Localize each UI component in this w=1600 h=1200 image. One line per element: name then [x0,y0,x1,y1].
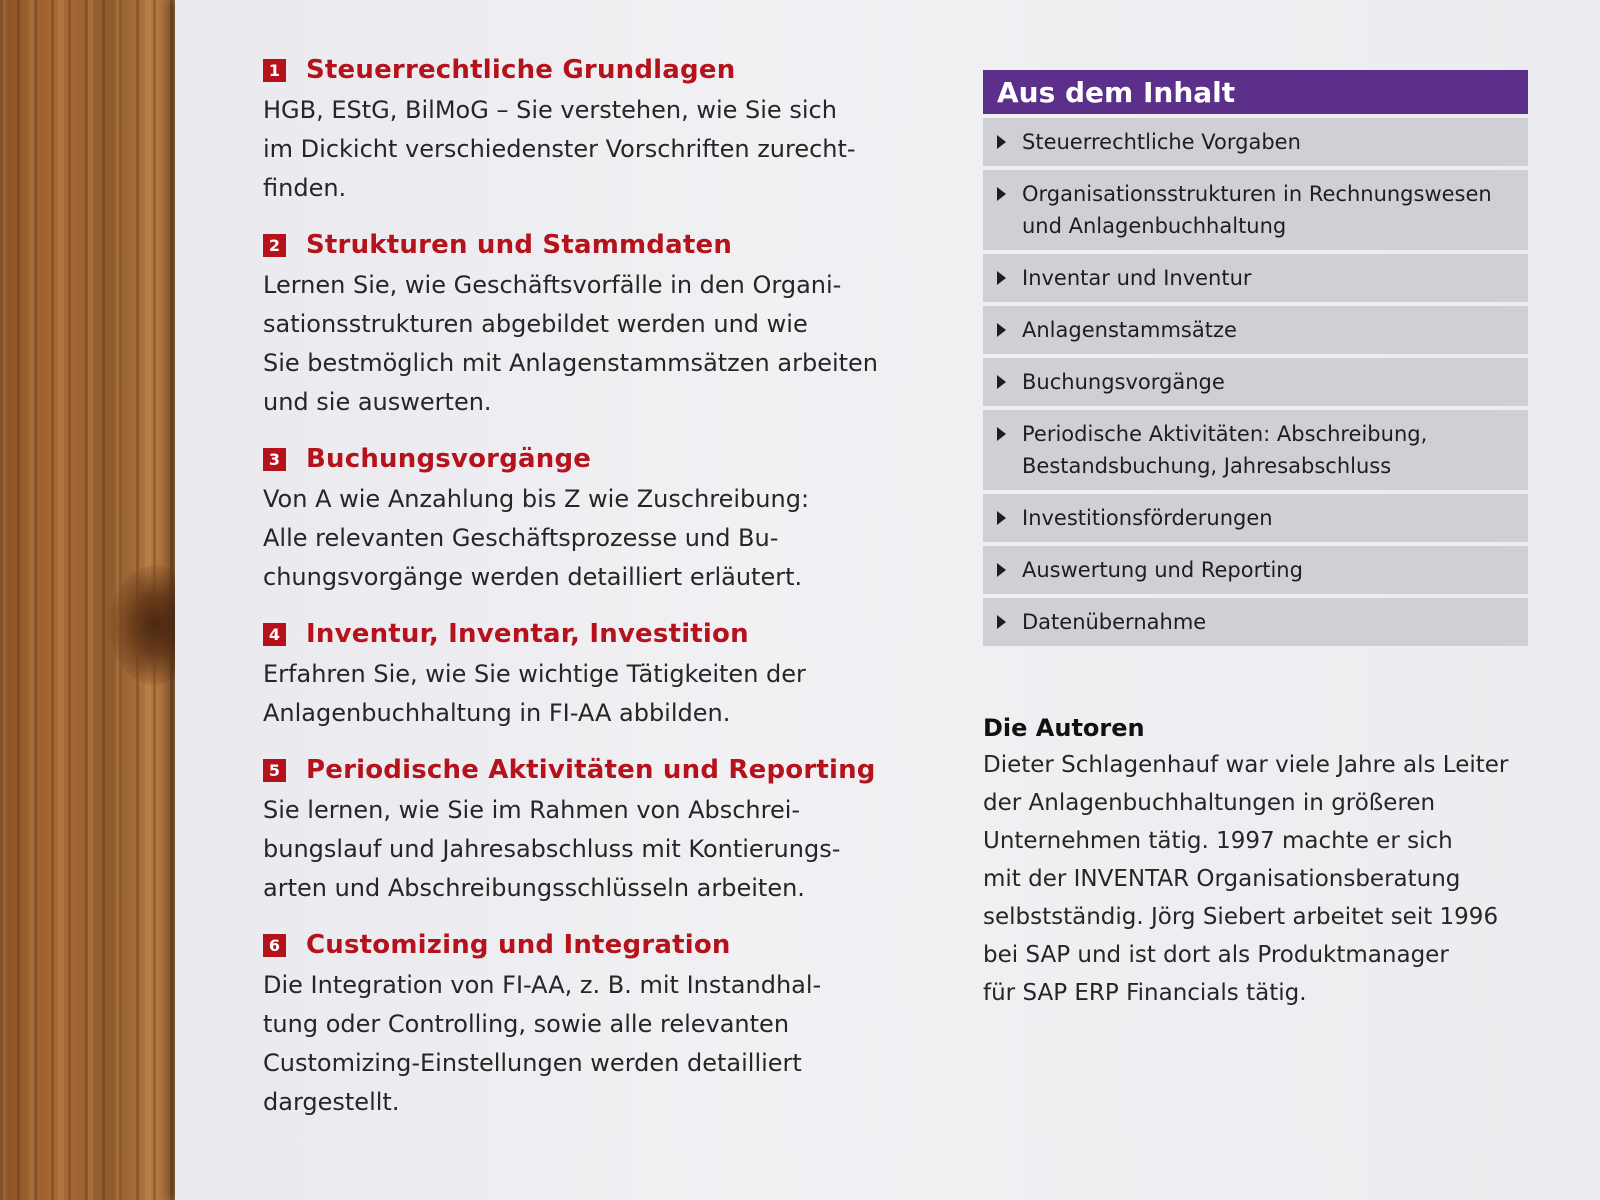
toc-item [983,254,1528,302]
section-text: Sie lernen, wie Sie im Rahmen von Abschrei- bungslauf und Jahresabschluss mit Kontierungs- arten und Abschreibungsschlüsseln arbeiten. [263,796,841,902]
triangle-right-icon [997,135,1006,149]
triangle-right-icon [997,615,1006,629]
toc-item [983,118,1528,166]
section-number-badge: 2 [263,234,286,257]
triangle-right-icon [997,511,1006,525]
triangle-right-icon [997,563,1006,577]
section-text: Die Integration von FI-AA, z. B. mit Instandhal- tung oder Controlling, sowie alle relevanten Customizing-Einstellungen werden detailliert dargestellt. [263,971,822,1116]
triangle-right-icon [997,187,1006,201]
section-1 [263,55,913,208]
section-3 [263,444,913,597]
toc-item-label: Organisationsstrukturen in Rechnungswesen und Anlagenbuchhaltung [1022,182,1492,238]
section-4 [263,619,913,733]
triangle-right-icon [997,271,1006,285]
section-title: Inventur, Inventar, Investition [306,619,749,649]
toc-item [983,410,1528,490]
authors-text: Dieter Schlagenhauf war viele Jahre als Leiter der Anlagenbuchhaltungen in größeren Unternehmen tätig. 1997 machte er sich mit der INVENTAR Organisationsberatung selbstständig. Jörg Siebert arbeitet seit 1996 bei SAP und ist dort als Produktmanager für SAP ERP Financials tätig. [983,752,1509,1006]
chapter-overview [263,55,913,1144]
triangle-right-icon [997,375,1006,389]
book-back-cover [175,0,1600,1200]
triangle-right-icon [997,323,1006,337]
toc-item-label: Buchungsvorgänge [1022,370,1225,394]
toc-item-label: Datenübernahme [1022,610,1207,634]
toc-item [983,358,1528,406]
toc-item-label: Auswertung und Reporting [1022,558,1303,582]
section-number-badge: 5 [263,759,286,782]
toc-item [983,494,1528,542]
section-title: Periodische Aktivitäten und Reporting [306,755,876,785]
toc-item-label: Investitionsförderungen [1022,506,1273,530]
toc-item-label: Anlagenstammsätze [1022,318,1237,342]
section-title: Strukturen und Stammdaten [306,230,733,260]
section-number-badge: 1 [263,59,286,82]
toc-header: Aus dem Inhalt [983,70,1528,114]
toc-item [983,598,1528,646]
section-text: Erfahren Sie, wie Sie wichtige Tätigkeiten der Anlagenbuchhaltung in FI-AA abbilden. [263,660,806,727]
toc-item-label: Periodische Aktivitäten: Abschreibung, Bestandsbuchung, Jahresabschluss [1022,422,1428,478]
authors-title: Die Autoren [983,714,1145,742]
section-text: Von A wie Anzahlung bis Z wie Zuschreibung: Alle relevanten Geschäftsprozesse und Bu- chungsvorgänge werden detailliert erläutert. [263,485,810,591]
section-6 [263,930,913,1122]
section-number-badge: 3 [263,448,286,471]
section-title: Buchungsvorgänge [306,444,592,474]
toc-list [983,118,1528,646]
authors-block [983,714,1528,1012]
section-2 [263,230,913,422]
section-5 [263,755,913,908]
toc-item-label: Inventar und Inventur [1022,266,1252,290]
toc-item [983,546,1528,594]
toc-item-label: Steuerrechtliche Vorgaben [1022,130,1301,154]
section-text: Lernen Sie, wie Geschäftsvorfälle in den Organi- sationsstrukturen abgebildet werden und wie Sie bestmöglich mit Anlagenstammsätzen arbeiten und sie auswerten. [263,271,879,416]
sidebar [983,70,1528,1012]
section-number-badge: 4 [263,623,286,646]
section-number-badge: 6 [263,934,286,957]
toc-item [983,306,1528,354]
section-title: Customizing und Integration [306,930,731,960]
triangle-right-icon [997,427,1006,441]
section-title: Steuerrechtliche Grundlagen [306,55,736,85]
toc-item [983,170,1528,250]
section-text: HGB, EStG, BilMoG – Sie verstehen, wie Sie sich im Dickicht verschiedenster Vorschriften zurecht- finden. [263,96,856,202]
